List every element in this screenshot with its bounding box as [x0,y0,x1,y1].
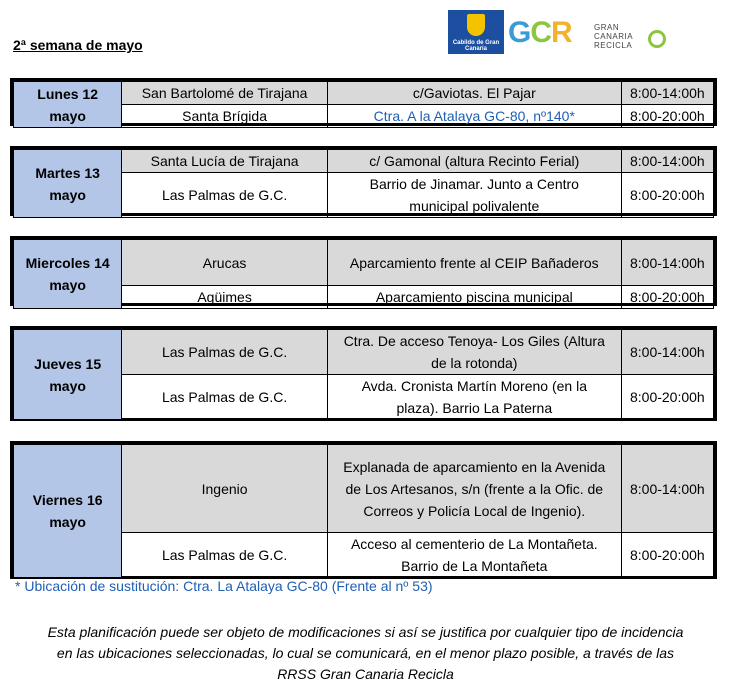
hours-cell: 8:00-20:00h [621,173,713,218]
town-cell: Agüimes [122,286,328,309]
hours-cell: 8:00-14:00h [621,82,713,105]
week-title: 2ª semana de mayo [13,37,143,53]
day-cell: Miercoles 14 mayo [14,240,122,309]
cabildo-logo [448,10,504,54]
recycle-icon [648,30,666,48]
hours-cell: 8:00-14:00h [621,445,713,533]
place-cell: Ctra. De acceso Tenoya- Los Giles (Altura de la rotonda) [327,330,621,375]
hours-cell: 8:00-14:00h [621,240,713,286]
place-cell: Avda. Cronista Martín Moreno (en la plaza). Barrio La Paterna [327,375,621,420]
hours-cell: 8:00-14:00h [621,330,713,375]
disclaimer: Esta planificación puede ser objeto de modificaciones si así se justifica por cualquier tipo de incidencia en las ubicaciones seleccionadas, lo cual se comunicará, en el menor plazo posible, a través de las RRSS Gran Canaria Recicla [47,624,684,682]
hours-cell: 8:00-20:00h [621,286,713,309]
gcr-logo: GCR [508,16,572,49]
day-block-miercoles [10,236,717,306]
town-cell: Santa Lucía de Tirajana [122,150,328,173]
header-logos [446,10,696,56]
place-cell: Explanada de aparcamiento en la Avenida de Los Artesanos, s/n (frente a la Ofic. de Correos y Policía Local de Ingenio). [327,445,621,533]
place-cell: Acceso al cementerio de La Montañeta. Barrio de La Montañeta [327,533,621,578]
place-cell: Ctra. A la Atalaya GC-80, nº140* [327,105,621,128]
day-block-martes [10,146,717,216]
place-cell: Barrio de Jinamar. Junto a Centro municipal polivalente [327,173,621,218]
place-cell: Aparcamiento piscina municipal [327,286,621,309]
town-cell: Las Palmas de G.C. [122,173,328,218]
place-cell: Aparcamiento frente al CEIP Bañaderos [327,240,621,286]
town-cell: Santa Brígida [122,105,328,128]
day-cell: Jueves 15 mayo [14,330,122,420]
gcr-logo-text: GRAN CANARIA RECICLA [594,23,634,50]
cabildo-logo-text: Cabildo de Gran Canaria [452,40,500,52]
footnote: * Ubicación de sustitución: Ctra. La Atalaya GC-80 (Frente al nº 53) [15,578,433,594]
town-cell: Las Palmas de G.C. [122,330,328,375]
day-cell: Martes 13 mayo [14,150,122,218]
day-block-lunes [10,78,717,126]
place-cell: c/ Gamonal (altura Recinto Ferial) [327,150,621,173]
day-cell: Viernes 16 mayo [14,445,122,578]
place-cell: c/Gaviotas. El Pajar [327,82,621,105]
day-cell: Lunes 12 mayo [14,82,122,128]
town-cell: San Bartolomé de Tirajana [122,82,328,105]
day-block-jueves [10,326,717,421]
hours-cell: 8:00-20:00h [621,375,713,420]
shield-icon [467,14,485,36]
town-cell: Las Palmas de G.C. [122,375,328,420]
hours-cell: 8:00-20:00h [621,105,713,128]
hours-cell: 8:00-14:00h [621,150,713,173]
day-block-viernes [10,441,717,579]
town-cell: Las Palmas de G.C. [122,533,328,578]
hours-cell: 8:00-20:00h [621,533,713,578]
town-cell: Ingenio [122,445,328,533]
town-cell: Arucas [122,240,328,286]
